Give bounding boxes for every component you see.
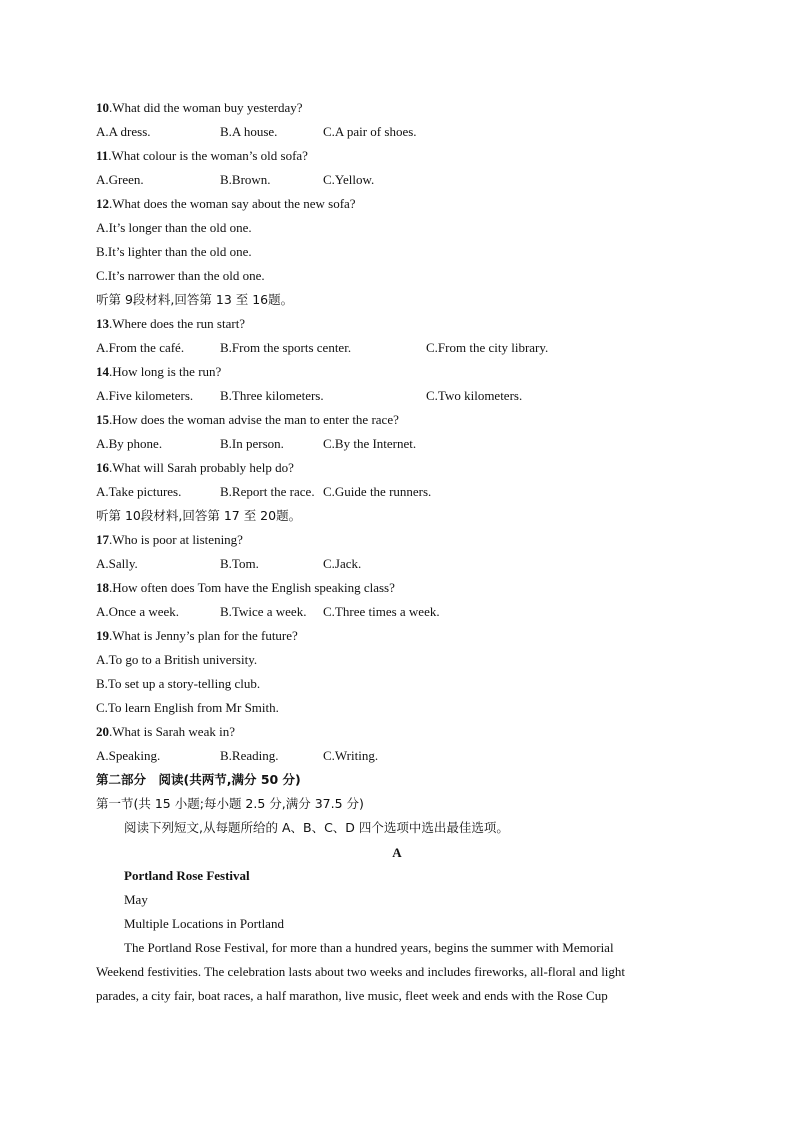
option-a: A.Green. [96, 172, 144, 187]
section-heading: 第一节(共 15 小题;每小题 2.5 分,满分 37.5 分) [96, 796, 364, 811]
question-text: .How often does Tom have the English speaking class? [109, 580, 395, 595]
option-a: A.It’s longer than the old one. [96, 220, 252, 235]
option-b: B.Report the race. [220, 484, 315, 499]
question-text: .What did the woman buy yesterday? [109, 100, 303, 115]
option-c: C.To learn English from Mr Smith. [96, 700, 279, 715]
question-11 [96, 148, 308, 164]
question-number: 13 [96, 316, 109, 331]
option-b: B.Brown. [220, 172, 271, 187]
question-text: .How does the woman advise the man to enter the race? [109, 412, 399, 427]
passage-line: parades, a city fair, boat races, a half marathon, live music, fleet week and ends with the Rose Cup [96, 988, 608, 1003]
question-15 [96, 412, 399, 428]
question-16 [96, 460, 294, 476]
part-heading: 第二部分 阅读(共两节,满分 50 分) [96, 772, 301, 787]
option-c: C.By the Internet. [323, 436, 417, 451]
question-text: .What colour is the woman’s old sofa? [108, 148, 308, 163]
question-text: .What will Sarah probably help do? [109, 460, 294, 475]
question-12 [96, 196, 356, 212]
question-number: 15 [96, 412, 109, 427]
passage-location: Multiple Locations in Portland [124, 916, 284, 931]
option-a: A.Once a week. [96, 604, 180, 619]
question-10 [96, 100, 303, 116]
question-text: .How long is the run? [109, 364, 222, 379]
option-a: A.Sally. [96, 556, 138, 571]
option-b: B.Twice a week. [220, 604, 307, 619]
reading-directions: 阅读下列短文,从每题所给的 A、B、C、D 四个选项中选出最佳选项。 [124, 820, 509, 835]
option-c: C.Writing. [323, 748, 379, 763]
option-c: C.Yellow. [323, 172, 375, 187]
option-a: A.Speaking. [96, 748, 161, 763]
question-20 [96, 724, 235, 740]
question-text: .What is Jenny’s plan for the future? [109, 628, 298, 643]
option-c: C.A pair of shoes. [323, 124, 417, 139]
option-c: C.Three times a week. [323, 604, 440, 619]
option-c: C.From the city library. [426, 340, 549, 355]
option-a: A.By phone. [96, 436, 163, 451]
option-b: B.Three kilometers. [220, 388, 324, 403]
option-a: A.Take pictures. [96, 484, 182, 499]
option-b: B.From the sports center. [220, 340, 352, 355]
question-19 [96, 628, 298, 644]
question-18 [96, 580, 395, 596]
option-b: B.A house. [220, 124, 278, 139]
question-number: 19 [96, 628, 109, 643]
option-b: B.Reading. [220, 748, 279, 763]
passage-line: Weekend festivities. The celebration lasts about two weeks and includes fireworks, all-floral and light [96, 964, 626, 979]
question-text: .Where does the run start? [109, 316, 246, 331]
question-17 [96, 532, 243, 548]
option-b: B.To set up a story-telling club. [96, 676, 261, 691]
passage-month: May [124, 892, 148, 907]
option-c: C.It’s narrower than the old one. [96, 268, 265, 283]
option-c: C.Jack. [323, 556, 362, 571]
question-number: 16 [96, 460, 109, 475]
option-c: C.Two kilometers. [426, 388, 523, 403]
passage-letter: A [392, 845, 402, 860]
question-number: 17 [96, 532, 109, 547]
passage-title: Portland Rose Festival [124, 868, 250, 883]
question-13 [96, 316, 245, 332]
question-number: 10 [96, 100, 109, 115]
option-b: B.It’s lighter than the old one. [96, 244, 252, 259]
question-text: .What does the woman say about the new sofa? [109, 196, 356, 211]
question-number: 20 [96, 724, 109, 739]
question-text: .What is Sarah weak in? [109, 724, 235, 739]
option-b: B.Tom. [220, 556, 259, 571]
passage-line: The Portland Rose Festival, for more than a hundred years, begins the summer with Memorial [124, 940, 614, 955]
option-a: A.From the café. [96, 340, 185, 355]
listening-instruction: 听第 9段材料,回答第 13 至 16题。 [96, 292, 294, 307]
question-14 [96, 364, 221, 380]
option-a: A.A dress. [96, 124, 151, 139]
question-number: 11 [96, 148, 109, 163]
question-text: .Who is poor at listening? [109, 532, 243, 547]
option-c: C.Guide the runners. [323, 484, 432, 499]
question-number: 18 [96, 580, 109, 595]
option-a: A.To go to a British university. [96, 652, 258, 667]
listening-instruction: 听第 10段材料,回答第 17 至 20题。 [96, 508, 302, 523]
option-a: A.Five kilometers. [96, 388, 194, 403]
question-number: 14 [96, 364, 109, 379]
option-b: B.In person. [220, 436, 284, 451]
question-number: 12 [96, 196, 109, 211]
